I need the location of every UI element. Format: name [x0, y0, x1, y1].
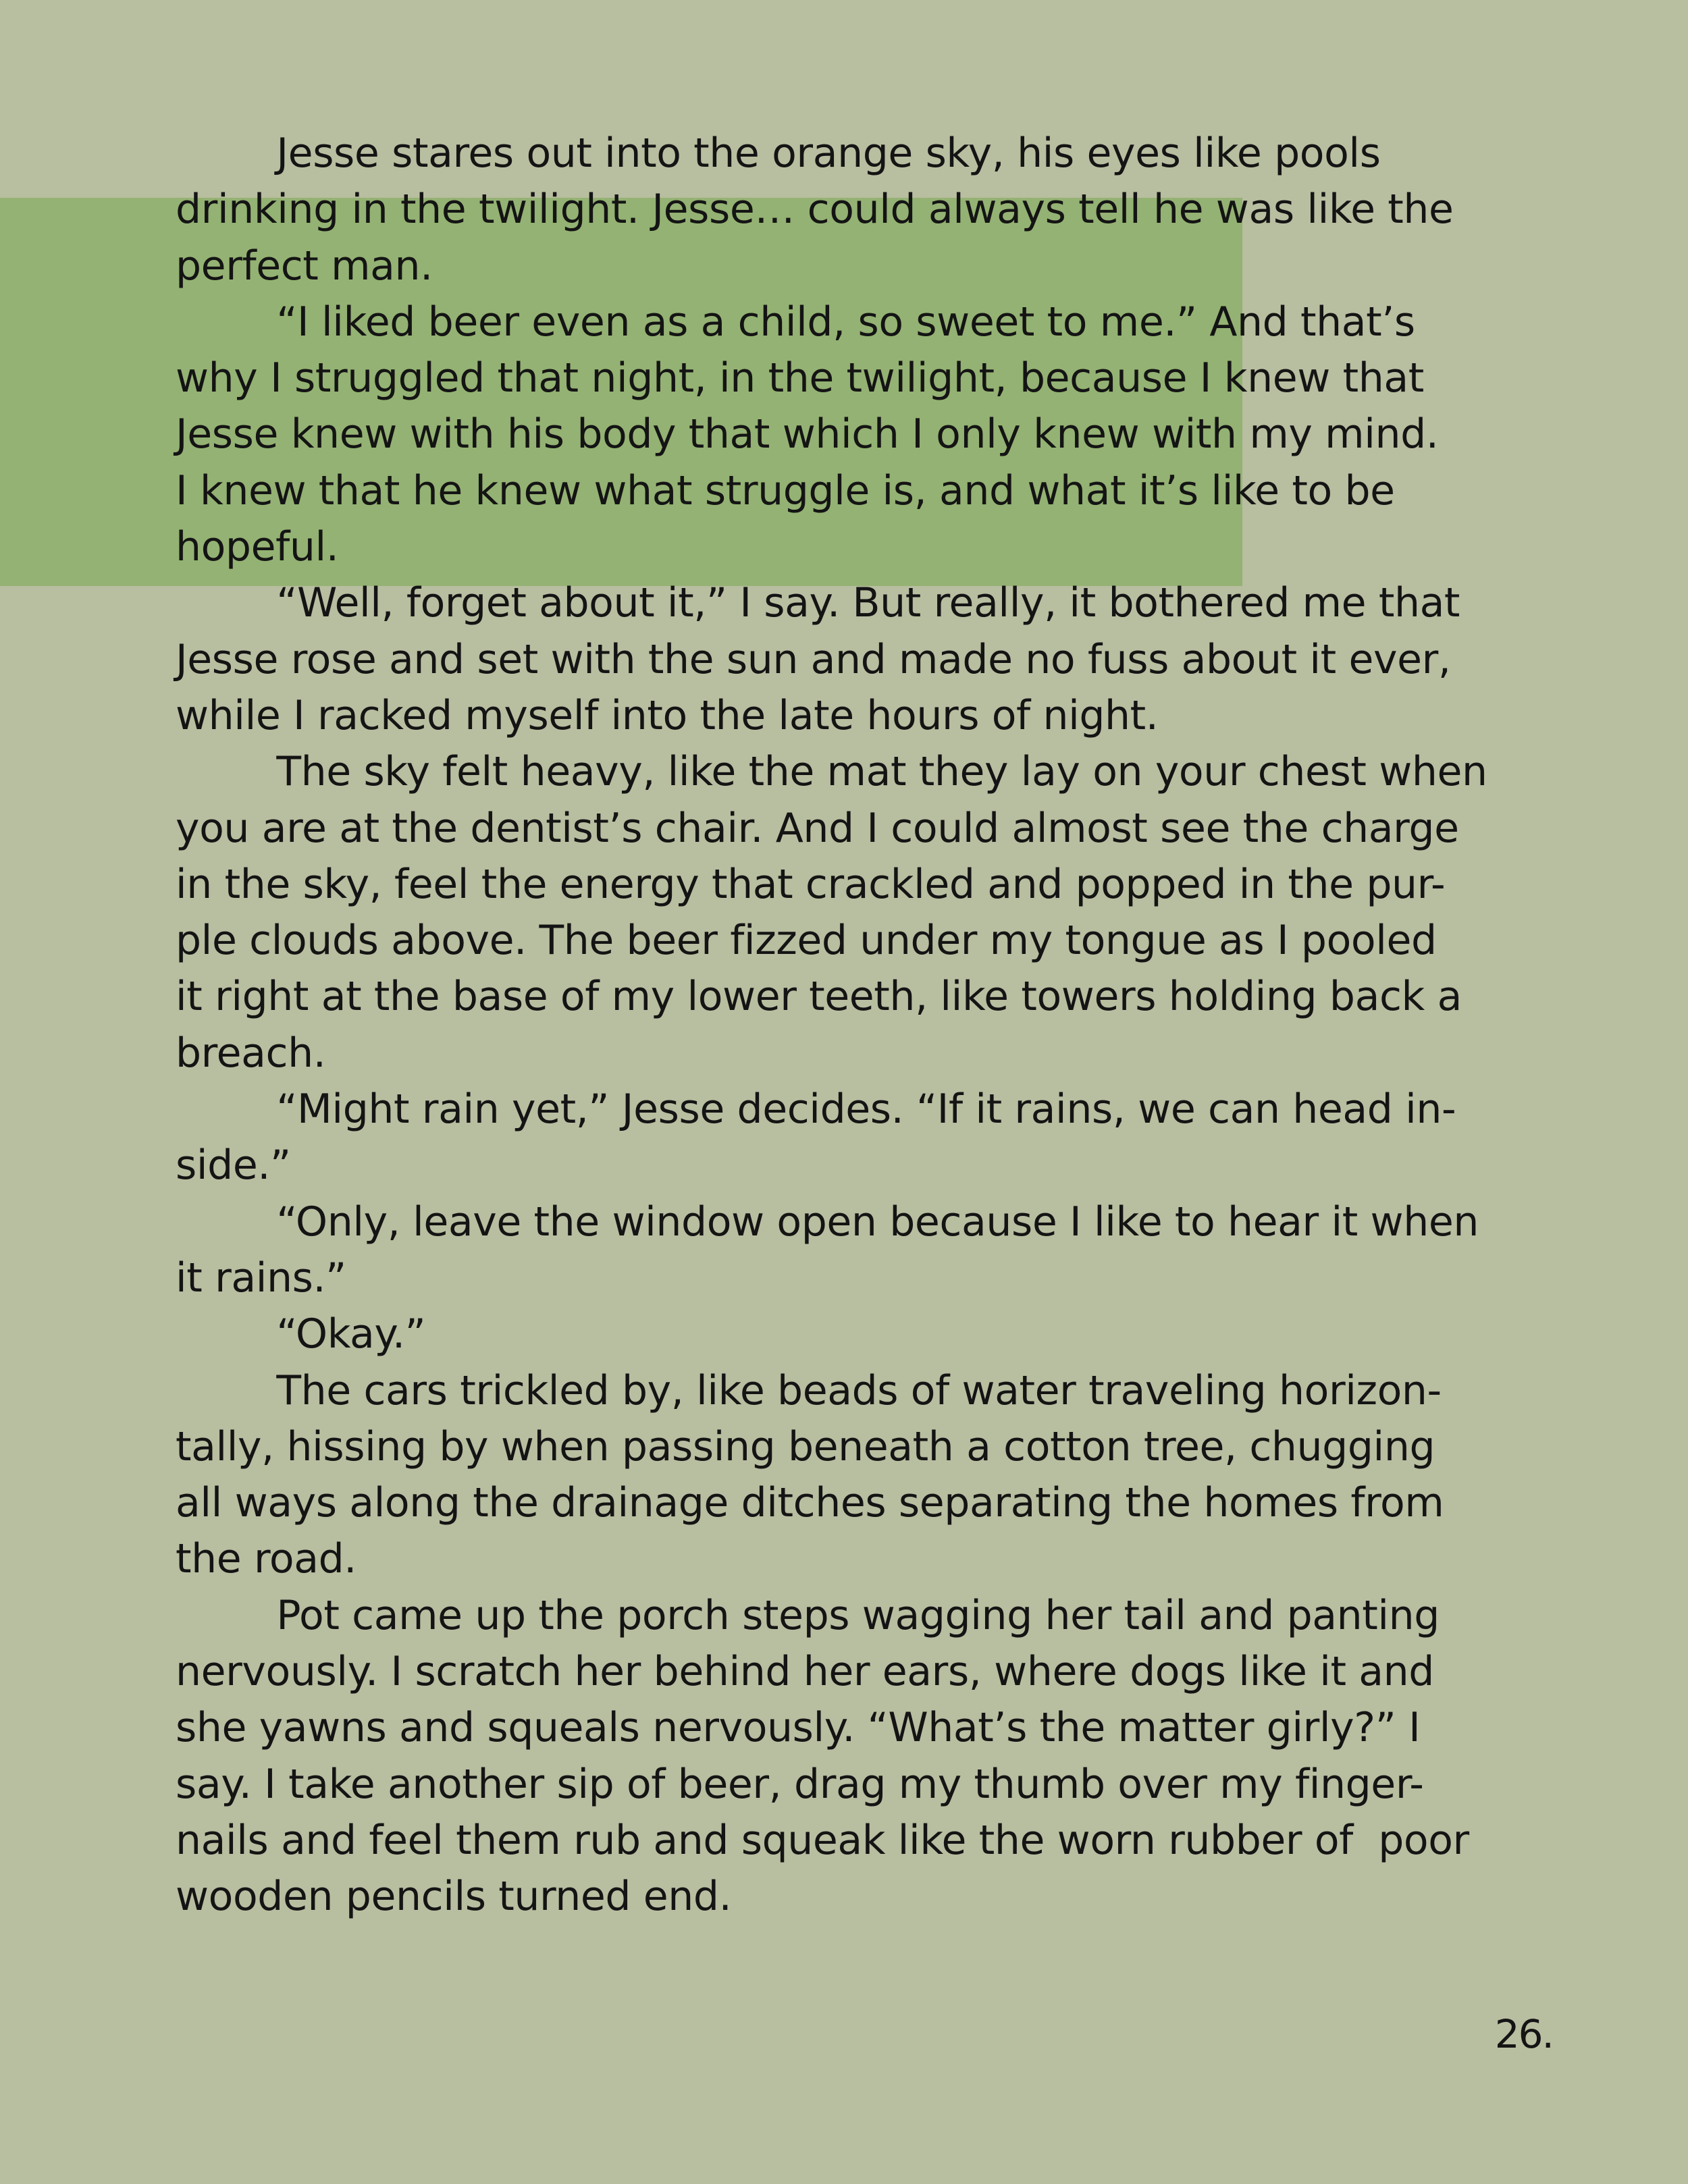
- story-line: why I struggled that night, in the twilight, because I knew that: [176, 354, 1424, 402]
- story-line: she yawns and squeals nervously. “What’s the matter girly?” I: [176, 1704, 1421, 1752]
- story-line: I knew that he knew what struggle is, and what it’s like to be: [176, 467, 1395, 514]
- story-line: The sky felt heavy, like the mat they lay on your chest when: [176, 748, 1487, 796]
- story-line: Jesse knew with his body that which I only knew with my mind.: [176, 410, 1439, 458]
- story-line: in the sky, feel the energy that crackled and popped in the pur-: [176, 860, 1446, 908]
- story-line: all ways along the drainage ditches separating the homes from: [176, 1479, 1444, 1527]
- story-line: The cars trickled by, like beads of water traveling horizon-: [176, 1366, 1442, 1414]
- story-line: you are at the dentist’s chair. And I could almost see the charge: [176, 804, 1459, 852]
- story-line: wooden pencils turned end.: [176, 1873, 732, 1921]
- story-line: “Okay.”: [176, 1310, 426, 1358]
- story-line: perfect man.: [176, 242, 433, 290]
- story-line: drinking in the twilight. Jesse… could always tell he was like the: [176, 186, 1454, 234]
- story-line: hopeful.: [176, 523, 339, 571]
- story-text: [176, 126, 1539, 1925]
- story-line: side.”: [176, 1142, 291, 1190]
- story-line: “Only, leave the window open because I like to hear it when: [176, 1198, 1479, 1246]
- story-line: it rains.”: [176, 1254, 346, 1302]
- story-line: nervously. I scratch her behind her ears, where dogs like it and: [176, 1648, 1434, 1696]
- story-line: ple clouds above. The beer fizzed under my tongue as I pooled: [176, 917, 1437, 965]
- story-line: Pot came up the porch steps wagging her tail and panting: [176, 1591, 1440, 1639]
- story-line: tally, hissing by when passing beneath a cotton tree, chugging: [176, 1422, 1435, 1470]
- story-line: it right at the base of my lower teeth, like towers holding back a: [176, 973, 1462, 1021]
- story-line: breach.: [176, 1029, 326, 1077]
- story-line: say. I take another sip of beer, drag my thumb over my finger-: [176, 1760, 1424, 1808]
- story-line: while I racked myself into the late hours of night.: [176, 691, 1159, 739]
- story-line: nails and feel them rub and squeak like the worn rubber of poor: [176, 1816, 1469, 1864]
- story-line: “Well, forget about it,” I say. But really, it bothered me that: [176, 579, 1460, 627]
- story-line: the road.: [176, 1535, 357, 1583]
- story-line: Jesse rose and set with the sun and made no fuss about it ever,: [176, 635, 1451, 683]
- story-line: Jesse stares out into the orange sky, his eyes like pools: [176, 130, 1381, 177]
- page-number: 26.: [1494, 2011, 1553, 2057]
- story-line: “I liked beer even as a child, so sweet to me.” And that’s: [176, 298, 1415, 346]
- story-line: “Might rain yet,” Jesse decides. “If it rains, we can head in-: [176, 1086, 1456, 1134]
